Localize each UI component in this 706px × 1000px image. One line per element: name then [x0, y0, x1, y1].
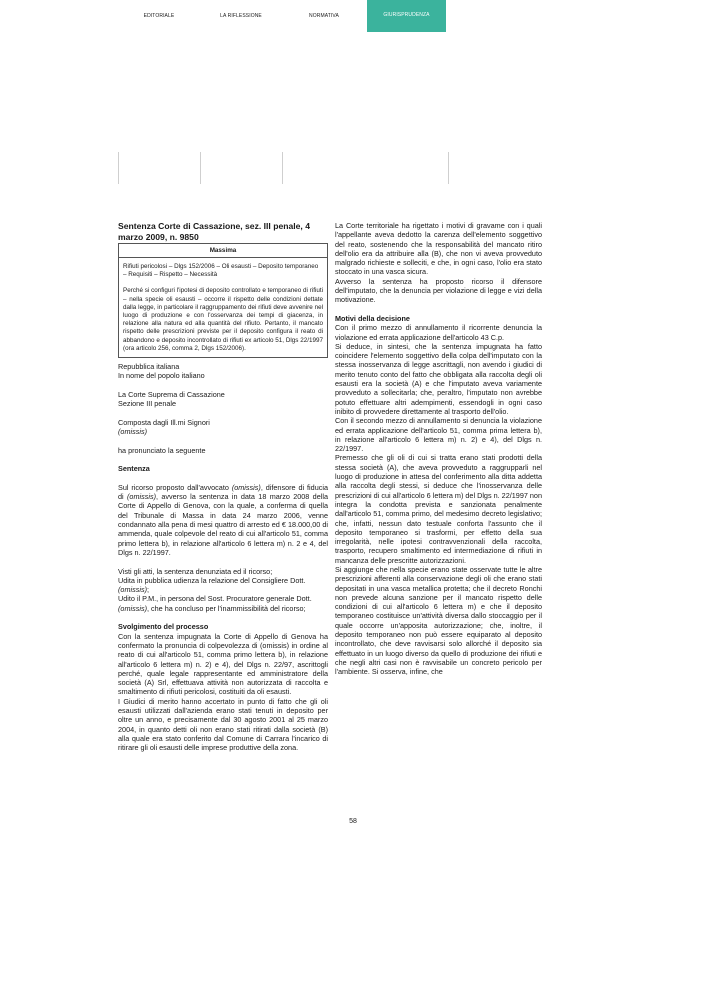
tab-editoriale[interactable]: EDITORIALE — [143, 13, 175, 19]
udito-line: Udito il P.M., in persona del Sost. Procuratore generale Dott. (omissis), che ha concluso per l'inammissibilità del ricorso; — [118, 594, 312, 613]
massima-box — [118, 243, 328, 358]
motivi-p2: Si deduce, in sintesi, che la sentenza impugnata ha fatto coincidere l'elemento soggettivo della colpa dell'imputato con la stessa inosservanza di legge ascrittagli, non avendo i giudici di merito tenuto conto del fatto che obbligata alla raccolta degli oli esausti era la società (A) e che l'imputato aveva variamente provveduto a sollecitarla; che, peraltro, l'imputato non avrebbe potuto effettuare altri adempimenti, essendogli in ogni caso inibito di provvedere direttamente al trasporto dell'olio. — [335, 341, 542, 416]
tab-divider — [200, 152, 201, 184]
right-column — [335, 221, 542, 677]
motivi-p5: Si aggiunge che nella specie erano state osservate tutte le altre prescrizioni afferenti alla conservazione degli oli che erano stati depositati in una vasca metallica protetta; che il decreto Ronchi non prevede alcuna sanzione per il mancato rispetto delle condizioni di cui all'articolo 6 lettera m) e che il deposito temporaneo costituisce un'attività diversa dallo stoccaggio per il quale occorre un'apposita autorizzazione; che, inoltre, il deposito temporaneo non può essere equiparato al deposito incontrollato, che deve ravvisarsi solo allorché il deposito sia effettuato in un luogo diverso da quello di produzione dei rifiuti e che negli altri casi non è ravvisabile un concreto pericolo per l'ambiente. Si osserva, infine, che — [335, 564, 542, 677]
motivi-p4: Premesso che gli oli di cui si tratta erano stati prodotti della stessa società (A), che aveva provveduto a raggrupparli nel luogo di produzione in attesa del conferimento alla ditta addetta alla raccolta degli stessi, si deduce che l'inosservanza delle prescrizioni di cui all'articolo 6 lettera m) del Dlgs n. 22/1997 non integra la condotta prevista e sanzionata penalmente dall'articolo 51, comma primo, del medesimo decreto legislativo; che, infatti, nessun dato testuale conforta l'assunto che il deposito temporaneo si trasformi, per effetto della sua irregolarità, nelle ipotesi contravvenzionali della raccolta, trasporto, recupero smaltimento ed intermediazione di rifiuti in mancanza delle prescritte autorizzazioni. — [335, 453, 542, 565]
tab-giurisprudenza[interactable]: GIURISPRUDENZA — [367, 0, 446, 32]
massima-heading: Massima — [119, 244, 327, 258]
visti-line: Visti gli atti, la sentenza denunziata ed il ricorso; — [118, 566, 273, 576]
motivi-heading: Motivi della decisione — [335, 313, 410, 323]
motivi-p3: Con il secondo mezzo di annullamento si denuncia la violazione ed errata applicazione dell'articolo 51, comma prima lettera b), in relazione all'articolo 6 lettera m) n. 2) e 4), del Dlgs n. 22/1997. — [335, 416, 542, 454]
tab-divider — [118, 152, 119, 184]
svolgimento-p1: Con la sentenza impugnata la Corte di Appello di Genova ha confermato la pronuncia di colpevolezza di (omissis) in ordine al reato di cui all'articolo 51, comma primo lettera b), in relazione all'articolo 6 lettera m) n. 2) e 4), del Dlgs n. 22/97, ascrittogli perché, quale legale rappresentante ed amministratore della società (A) Srl, effettuava attività non autorizzata di raccolta e smaltimento di rifiuti pericolosi, costituiti da oli esausti. — [118, 631, 328, 697]
omissis-line: (omissis) — [118, 427, 147, 437]
tab-la-riflessione[interactable]: LA RIFLESSIONE — [220, 13, 262, 19]
republic-line: Repubblica italiana — [118, 362, 180, 372]
motivi-p1: Con il primo mezzo di annullamento il ricorrente denuncia la violazione ed errata applicazione dell'articolo 43 C.p. — [335, 323, 542, 342]
tab-divider — [448, 152, 449, 184]
composed-line: Composta dagli Ill.mi Signori — [118, 417, 210, 427]
udita-line: Udita in pubblica udienza la relazione del Consigliere Dott. (omissis); — [118, 575, 306, 595]
pronounced-line: ha pronunciato la seguente — [118, 445, 206, 455]
massima-keywords: Rifiuti pericolosi – Dlgs 152/2006 – Oli esausti – Deposito temporaneo – Requisiti – Rispetto – Necessità — [123, 263, 319, 279]
svolgimento-p3: La Corte territoriale ha rigettato i motivi di gravame con i quali l'appellante aveva dedotto la carenza dell'elemento soggettivo del reato, sostenendo che la responsabilità del mancato ritiro dell'olio era da attribuire alla (B), che non vi aveva provveduto malgrado richieste e solleciti, e che, in ogni caso, l'olio era stato stoccato in una vasca sicura. — [335, 221, 542, 277]
left-column — [118, 221, 328, 753]
massima-text: Perché si configuri l'ipotesi di deposito controllato e temporaneo di rifiuti – nella specie oli esausti – occorre il rispetto delle condizioni dettate dalla legge, in particolare il raggruppamento dei rifiuti deve avvenire nel luogo di produzione e con l'osservanza dei tempi di giacenza, in relazione alla natura ed alla quantità del rifiuto. Pertanto, il mancato rispetto delle prescrizioni previste per il deposito configura il reato di abbandono e deposito incontrollato di rifiuti ex articolo 51, Dlgs 22/1997 (ora articolo 256, comma 2, Dlgs 152/2006). — [123, 287, 323, 352]
svolgimento-p2: I Giudici di merito hanno accertato in punto di fatto che gli oli esausti utilizzati dall'azienda erano stati tenuti in deposito per oltre un anno, e precisamente dal 30 agosto 2001 al 25 marzo 2004, in quanto detti oli non erano stati ritirati dalla società (B) alla quale era stato conferito dal Comune di Carrara l'incarico di ritirare gli oli esausti delle imprese produttive della zona. — [118, 696, 328, 753]
tab-divider — [282, 152, 283, 184]
article-title: Sentenza Corte di Cassazione, sez. III penale, 4 marzo 2009, n. 9850 — [118, 221, 310, 242]
section-line: Sezione III penale — [118, 399, 177, 409]
ricorso-paragraph: Sul ricorso proposto dall'avvocato (omissis), difensore di fiducia di (omissis), avverso la sentenza in data 18 marzo 2008 della Corte di Appello di Genova, con la quale, a conferma di quella del Tribunale di Massa in data 24 marzo 2006, venne condannato alla pena di mesi quattro di arresto ed € 18.000,00 di ammenda, quale colpevole del reato di cui all'articolo 51, comma primo lettera b), in relazione all'articolo 6 lettera m) n. 2 e 4, del Dlgs n. 22/1997. — [118, 482, 328, 557]
page-number: 58 — [349, 818, 357, 825]
svolgimento-heading: Svolgimento del processo — [118, 622, 209, 632]
court-line: La Corte Suprema di Cassazione — [118, 389, 225, 399]
svolgimento-p4: Avverso la sentenza ha proposto ricorso il difensore dell'imputato, che la denuncia per violazione di legge e vizi della motivazione. — [335, 276, 542, 305]
people-line: In nome del popolo italiano — [118, 371, 205, 381]
sentenza-heading: Sentenza — [118, 464, 150, 474]
tab-normativa[interactable]: NORMATIVA — [309, 13, 339, 19]
